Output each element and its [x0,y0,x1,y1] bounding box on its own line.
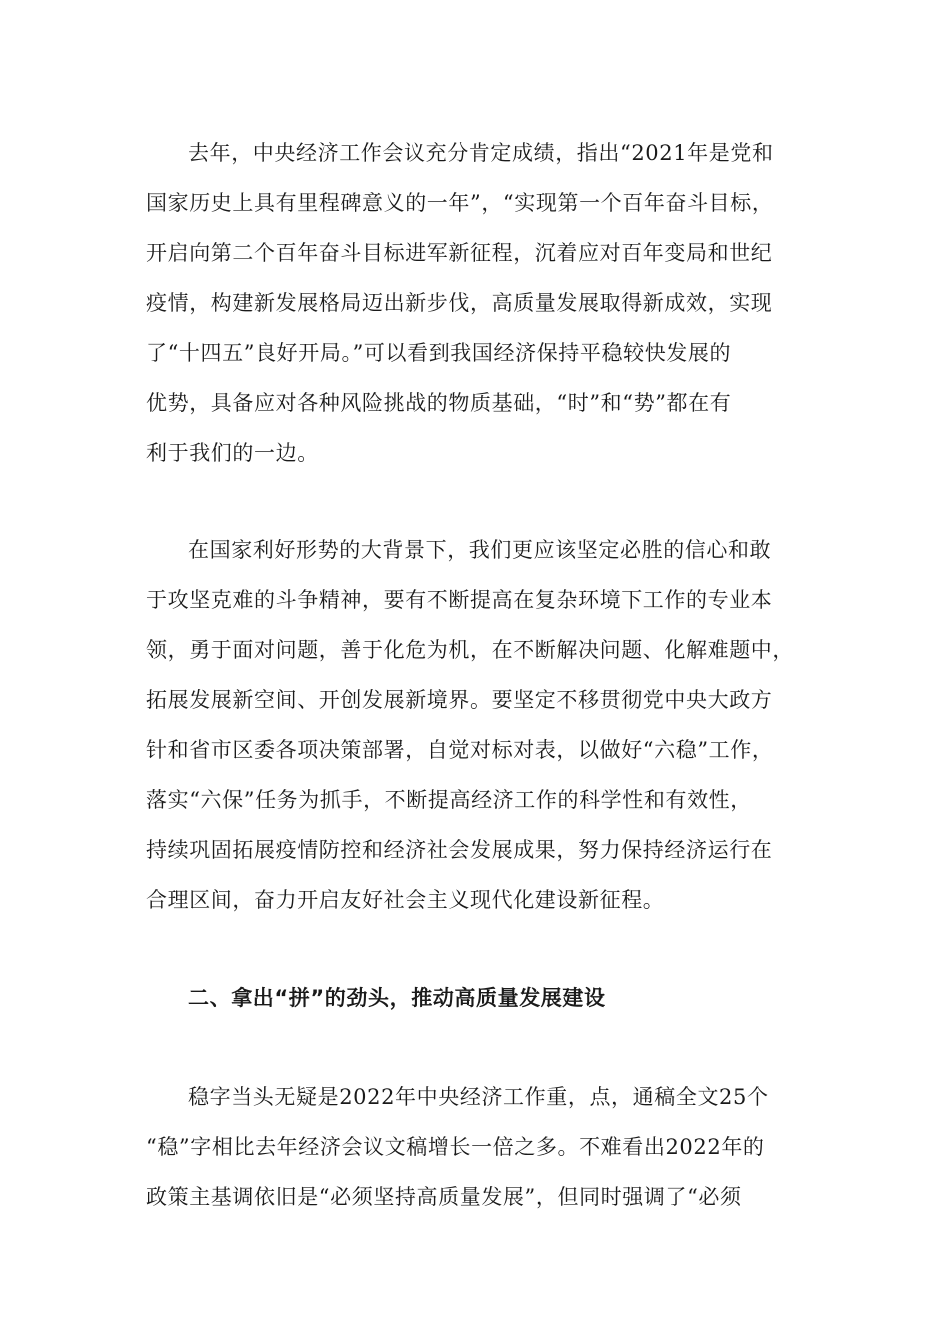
section-heading: 二、拿出“拼”的劲头，推动高质量发展建设 [188,986,606,1010]
paragraph-line: 优势，具备应对各种风险挑战的物质基础，“时”和“势”都在有 [146,391,732,415]
paragraph-line: 针和省市区委各项决策部署，自觉对标对表，以做好“六稳”工作， [146,738,774,762]
paragraph-line: 了“十四五”良好开局。”可以看到我国经济保持平稳较快发展的 [146,341,732,365]
paragraph-line: 利于我们的一边。 [146,441,319,465]
paragraph-line: “稳”字相比去年经济会议文稿增长一倍之多。不难看出2022年的 [146,1135,765,1159]
paragraph-line: 领，勇于面对问题，善于化危为机，在不断解决问题、化解难题中， [146,638,794,662]
paragraph-line: 于攻坚克难的斗争精神，要有不断提高在复杂环境下工作的专业本 [146,588,773,612]
paragraph-line: 国家历史上具有里程碑意义的一年”，“实现第一个百年奋斗目标， [146,191,774,215]
paragraph-line: 拓展发展新空间、开创发展新境界。要坚定不移贯彻党中央大政方 [146,688,773,712]
paragraph-line: 落实“六保”任务为抓手，不断提高经济工作的科学性和有效性， [146,788,752,812]
paragraph-line: 疫情，构建新发展格局迈出新步伐，高质量发展取得新成效，实现 [146,291,773,315]
paragraph-line: 开启向第二个百年奋斗目标进军新征程，沉着应对百年变局和世纪 [146,241,773,265]
paragraph-line: 在国家利好形势的大背景下，我们更应该坚定必胜的信心和敢 [188,538,772,562]
paragraph-line: 持续巩固拓展疫情防控和经济社会发展成果，努力保持经济运行在 [146,838,773,862]
paragraph-line: 合理区间，奋力开启友好社会主义现代化建设新征程。 [146,888,665,912]
paragraph-line: 去年，中央经济工作会议充分肯定成绩，指出“2021年是党和 [188,141,774,165]
paragraph-line: 稳字当头无疑是2022年中央经济工作重，点，通稿全文25个 [188,1085,769,1109]
paragraph-line: 政策主基调依旧是“必须坚持高质量发展”，但同时强调了“必须 [146,1185,742,1209]
